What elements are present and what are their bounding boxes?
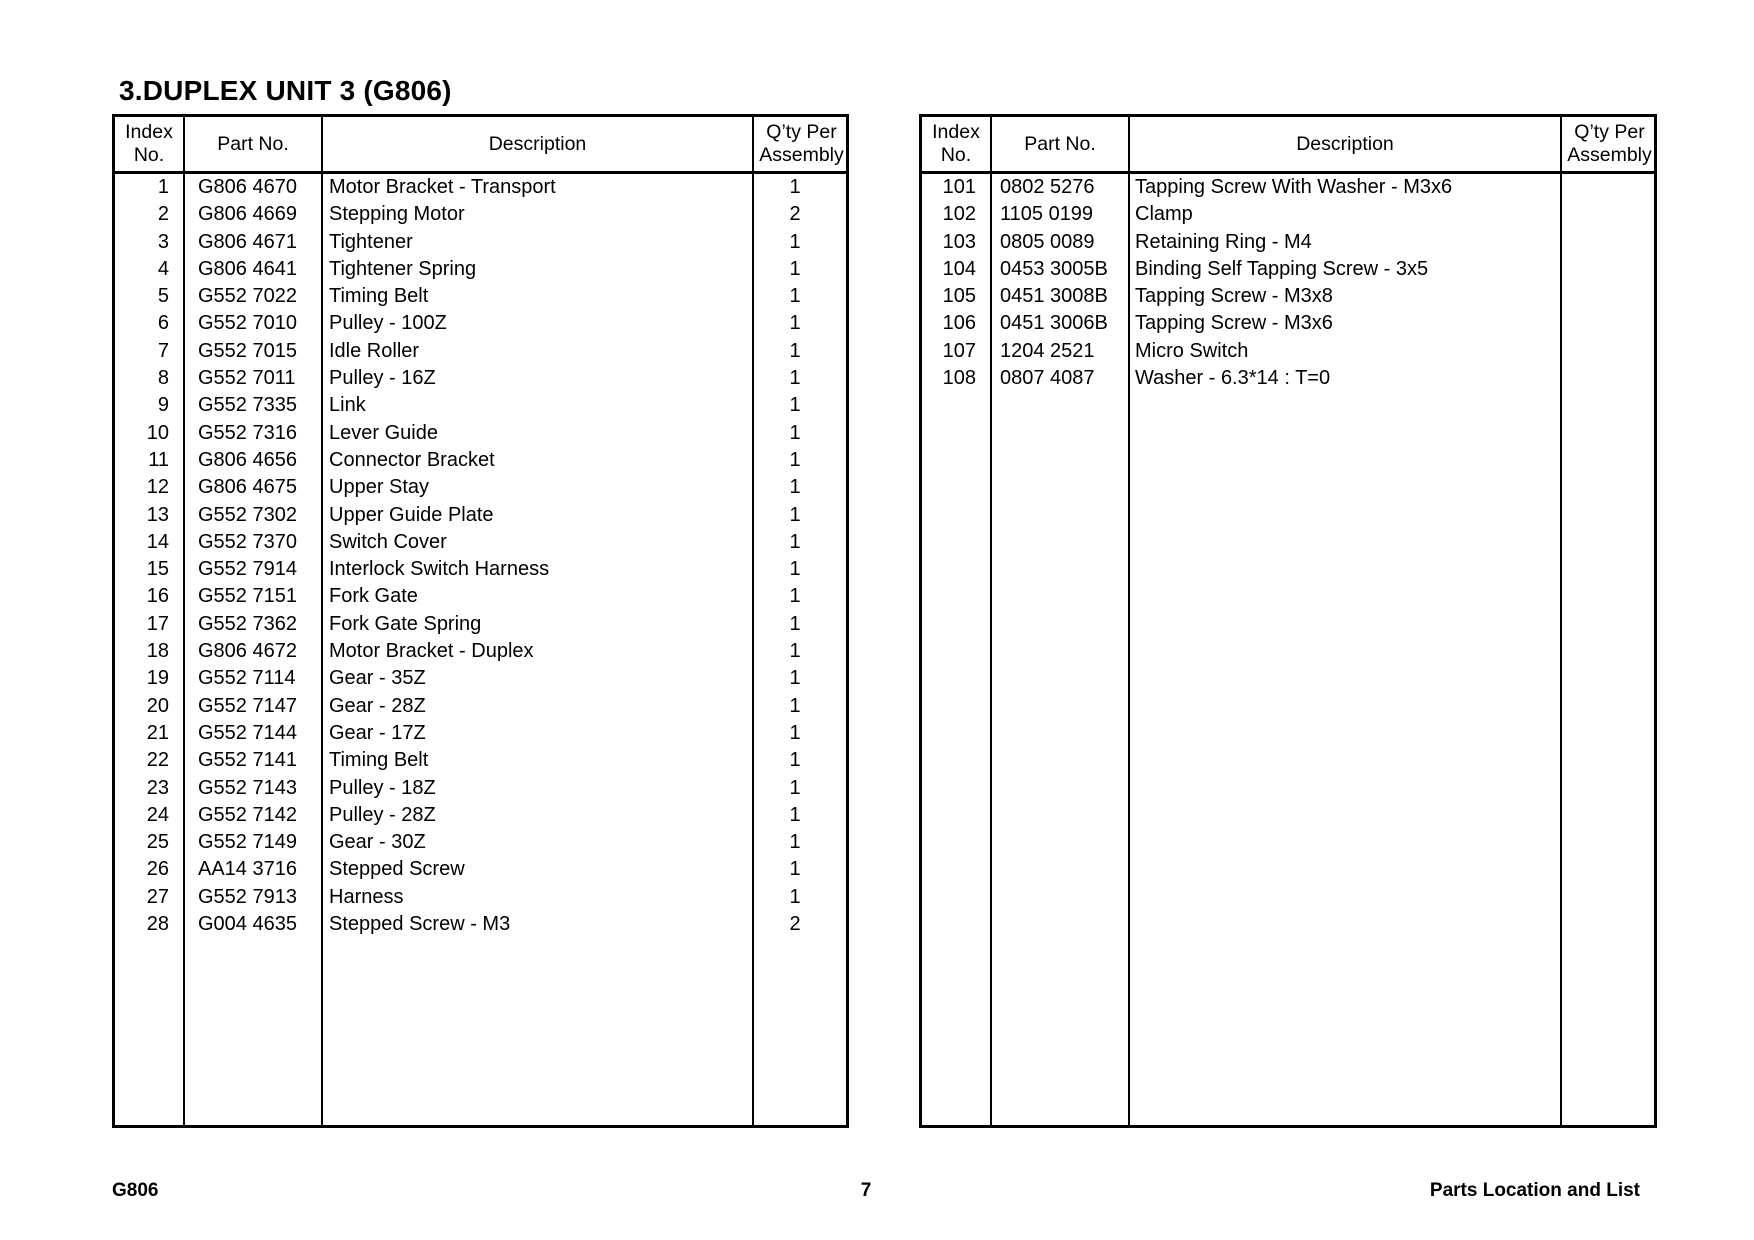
description-cell: Lever Guide <box>329 421 438 444</box>
parts-table-left <box>112 114 849 1128</box>
qty-cell: 1 <box>789 421 801 444</box>
table-row <box>115 693 846 720</box>
table-row <box>922 365 1654 392</box>
part-no-cell: G552 7913 <box>198 885 297 908</box>
part-no-cell: G552 7335 <box>198 394 297 417</box>
index-no-cell: 27 <box>146 885 169 908</box>
description-cell: Motor Bracket - Duplex <box>329 640 534 663</box>
qty-cell: 1 <box>789 448 801 471</box>
description-cell: Clamp <box>1135 203 1193 226</box>
part-no-cell: G552 7142 <box>198 803 297 826</box>
header-index: Index No. <box>932 121 980 166</box>
description-cell: Connector Bracket <box>329 448 495 471</box>
description-cell: Gear - 35Z <box>329 667 426 690</box>
part-no-cell: G552 7022 <box>198 285 297 308</box>
qty-cell: 1 <box>789 230 801 253</box>
index-no-cell: 19 <box>146 667 169 690</box>
table-row <box>922 174 1654 201</box>
footer-page-number: 7 <box>860 1180 872 1201</box>
description-cell: Gear - 17Z <box>329 721 426 744</box>
description-cell: Pulley - 28Z <box>329 803 436 826</box>
qty-cell: 1 <box>789 394 801 417</box>
part-no-cell: G552 7143 <box>198 776 297 799</box>
table-row <box>115 283 846 310</box>
part-no-cell: G552 7151 <box>198 585 297 608</box>
qty-cell <box>1562 174 1644 201</box>
footer-section-title: Parts Location and List <box>1429 1180 1640 1201</box>
index-no-cell: 16 <box>146 585 169 608</box>
description-cell: Motor Bracket - Transport <box>329 176 556 198</box>
description-cell: Retaining Ring - M4 <box>1135 230 1312 253</box>
description-cell: Gear - 28Z <box>329 694 426 717</box>
part-no-cell: G552 7010 <box>198 312 297 335</box>
index-no-cell: 3 <box>157 230 169 253</box>
part-no-cell: AA14 3716 <box>198 858 297 881</box>
description-cell: Tapping Screw - M3x8 <box>1135 285 1333 308</box>
index-no-cell: 108 <box>942 367 976 390</box>
index-no-cell: 18 <box>146 640 169 663</box>
part-no-cell: 1204 2521 <box>1000 339 1095 362</box>
qty-cell: 1 <box>789 312 801 335</box>
table-row <box>115 529 846 556</box>
table-row <box>922 283 1654 310</box>
table-row <box>115 638 846 665</box>
index-no-cell: 103 <box>942 230 976 253</box>
table-row <box>115 720 846 747</box>
table-row <box>115 665 846 692</box>
part-no-cell: G552 7362 <box>198 612 297 635</box>
index-no-cell: 102 <box>942 203 976 226</box>
table-row <box>922 338 1654 365</box>
qty-cell <box>1562 310 1644 337</box>
table-row <box>115 174 846 201</box>
qty-cell <box>1562 256 1644 283</box>
qty-cell: 1 <box>789 612 801 635</box>
part-no-cell: G552 7149 <box>198 831 297 854</box>
page-title: 3.DUPLEX UNIT 3 (G806) <box>119 75 452 106</box>
qty-cell: 1 <box>789 476 801 499</box>
qty-cell: 1 <box>789 285 801 308</box>
qty-cell: 1 <box>789 640 801 663</box>
part-no-cell: G552 7914 <box>198 558 297 581</box>
description-cell: Stepped Screw - M3 <box>329 913 511 936</box>
part-no-cell: 0451 3008B <box>1000 285 1108 308</box>
part-no-cell: 0807 4087 <box>1000 367 1095 390</box>
qty-cell: 1 <box>789 339 801 362</box>
index-no-cell: 101 <box>942 176 976 198</box>
description-cell: Interlock Switch Harness <box>329 558 550 581</box>
qty-cell <box>1562 365 1644 392</box>
table-row <box>115 611 846 638</box>
part-no-cell: G552 7144 <box>198 721 297 744</box>
description-cell: Tapping Screw - M3x6 <box>1135 312 1333 335</box>
qty-cell: 1 <box>789 694 801 717</box>
index-no-cell: 107 <box>942 339 976 362</box>
index-no-cell: 13 <box>146 503 169 526</box>
parts-table-right <box>919 114 1657 1128</box>
part-no-cell: G806 4670 <box>198 176 297 198</box>
index-no-cell: 11 <box>148 448 169 471</box>
index-no-cell: 14 <box>146 530 169 553</box>
table-row <box>922 256 1654 283</box>
qty-cell: 1 <box>789 667 801 690</box>
qty-cell <box>1562 283 1644 310</box>
table-row <box>115 256 846 283</box>
description-cell: Timing Belt <box>329 749 429 772</box>
description-cell: Fork Gate Spring <box>329 612 482 635</box>
description-cell: Link <box>329 394 366 417</box>
part-no-cell: G552 7147 <box>198 694 297 717</box>
index-no-cell: 12 <box>146 476 169 499</box>
qty-cell: 1 <box>789 776 801 799</box>
description-cell: Tightener <box>329 230 413 253</box>
table-row <box>115 310 846 337</box>
index-no-cell: 28 <box>146 913 169 936</box>
table-body <box>922 174 1654 392</box>
header-description: Description <box>1296 132 1394 155</box>
part-no-cell: G552 7011 <box>198 367 296 390</box>
index-no-cell: 23 <box>146 776 169 799</box>
index-no-cell: 26 <box>146 858 169 881</box>
index-no-cell: 17 <box>146 612 169 635</box>
qty-cell: 2 <box>789 913 801 936</box>
description-cell: Gear - 30Z <box>329 831 426 854</box>
table-row <box>115 365 846 392</box>
index-no-cell: 5 <box>157 285 169 308</box>
table-header <box>922 117 1654 174</box>
description-cell: Pulley - 18Z <box>329 776 436 799</box>
table-row <box>115 556 846 583</box>
table-body <box>115 174 846 938</box>
qty-cell: 1 <box>789 585 801 608</box>
description-cell: Tapping Screw With Washer - M3x6 <box>1135 176 1453 198</box>
header-index: Index No. <box>125 121 173 166</box>
table-row <box>115 201 846 228</box>
index-no-cell: 24 <box>146 803 169 826</box>
table-row <box>115 802 846 829</box>
index-no-cell: 25 <box>146 831 169 854</box>
qty-cell <box>1562 338 1644 365</box>
table-row <box>115 884 846 911</box>
index-no-cell: 10 <box>146 421 169 444</box>
table-row <box>115 583 846 610</box>
header-description: Description <box>488 132 587 155</box>
qty-cell: 1 <box>789 257 801 280</box>
index-no-cell: 8 <box>157 367 169 390</box>
description-cell: Idle Roller <box>329 339 420 362</box>
qty-cell: 1 <box>789 831 801 854</box>
description-cell: Timing Belt <box>329 285 429 308</box>
table-row <box>115 338 846 365</box>
description-cell: Stepping Motor <box>329 203 465 226</box>
index-no-cell: 2 <box>157 203 169 226</box>
qty-cell: 1 <box>789 885 801 908</box>
index-no-cell: 21 <box>146 721 169 744</box>
qty-cell: 1 <box>789 176 801 198</box>
qty-cell: 1 <box>789 503 801 526</box>
part-no-cell: G552 7302 <box>198 503 297 526</box>
table-row <box>115 856 846 883</box>
header-part-no: Part No. <box>1024 132 1096 155</box>
description-cell: Upper Stay <box>329 476 430 499</box>
part-no-cell: G806 4641 <box>198 257 297 280</box>
description-cell: Binding Self Tapping Screw - 3x5 <box>1135 257 1429 280</box>
description-cell: Upper Guide Plate <box>329 503 494 526</box>
part-no-cell: G552 7015 <box>198 339 297 362</box>
part-no-cell: G552 7316 <box>198 421 297 444</box>
index-no-cell: 106 <box>942 312 976 335</box>
qty-cell <box>1562 201 1644 228</box>
part-no-cell: G806 4671 <box>198 230 297 253</box>
header-qty-per-assembly: Q’ty Per Assembly <box>1567 121 1652 166</box>
part-no-cell: 0802 5276 <box>1000 176 1095 198</box>
index-no-cell: 9 <box>157 394 169 417</box>
header-qty-per-assembly: Q’ty Per Assembly <box>759 121 844 166</box>
part-no-cell: G004 4635 <box>198 913 297 936</box>
part-no-cell: 0451 3006B <box>1000 312 1108 335</box>
part-no-cell: G806 4672 <box>198 640 297 663</box>
index-no-cell: 104 <box>942 257 976 280</box>
qty-cell: 1 <box>789 530 801 553</box>
table-header <box>115 117 846 174</box>
qty-cell <box>1562 229 1644 256</box>
description-cell: Pulley - 100Z <box>329 312 447 335</box>
qty-cell: 1 <box>789 367 801 390</box>
qty-cell: 1 <box>789 721 801 744</box>
index-no-cell: 22 <box>146 749 169 772</box>
table-row <box>115 392 846 419</box>
index-no-cell: 7 <box>157 339 169 362</box>
table-row <box>922 310 1654 337</box>
footer-model-code: G806 <box>112 1180 159 1201</box>
header-part-no: Part No. <box>217 132 289 155</box>
table-row <box>115 911 846 938</box>
description-cell: Washer - 6.3*14 : T=0 <box>1135 367 1331 390</box>
part-no-cell: G806 4656 <box>198 448 297 471</box>
table-row <box>115 775 846 802</box>
description-cell: Pulley - 16Z <box>329 367 436 390</box>
index-no-cell: 4 <box>157 257 169 280</box>
part-no-cell: G552 7141 <box>198 749 297 772</box>
index-no-cell: 20 <box>146 694 169 717</box>
index-no-cell: 105 <box>942 285 976 308</box>
index-no-cell: 1 <box>157 176 169 198</box>
table-row <box>922 229 1654 256</box>
part-no-cell: 0805 0089 <box>1000 230 1095 253</box>
part-no-cell: G806 4669 <box>198 203 297 226</box>
description-cell: Tightener Spring <box>329 257 477 280</box>
index-no-cell: 15 <box>146 558 169 581</box>
description-cell: Fork Gate <box>329 585 418 608</box>
qty-cell: 1 <box>789 558 801 581</box>
qty-cell: 2 <box>789 203 801 226</box>
table-row <box>115 447 846 474</box>
table-row <box>115 829 846 856</box>
index-no-cell: 6 <box>157 312 169 335</box>
table-row <box>115 229 846 256</box>
part-no-cell: 0453 3005B <box>1000 257 1108 280</box>
table-row <box>115 420 846 447</box>
table-row <box>115 747 846 774</box>
part-no-cell: G552 7114 <box>198 667 296 690</box>
qty-cell: 1 <box>789 749 801 772</box>
description-cell: Switch Cover <box>329 530 447 553</box>
part-no-cell: G552 7370 <box>198 530 297 553</box>
part-no-cell: G806 4675 <box>198 476 297 499</box>
table-row <box>922 201 1654 228</box>
table-row <box>115 502 846 529</box>
qty-cell: 1 <box>789 858 801 881</box>
description-cell: Micro Switch <box>1135 339 1249 362</box>
part-no-cell: 1105 0199 <box>1000 203 1094 226</box>
description-cell: Harness <box>329 885 404 908</box>
qty-cell: 1 <box>789 803 801 826</box>
table-row <box>115 474 846 501</box>
description-cell: Stepped Screw <box>329 858 465 881</box>
